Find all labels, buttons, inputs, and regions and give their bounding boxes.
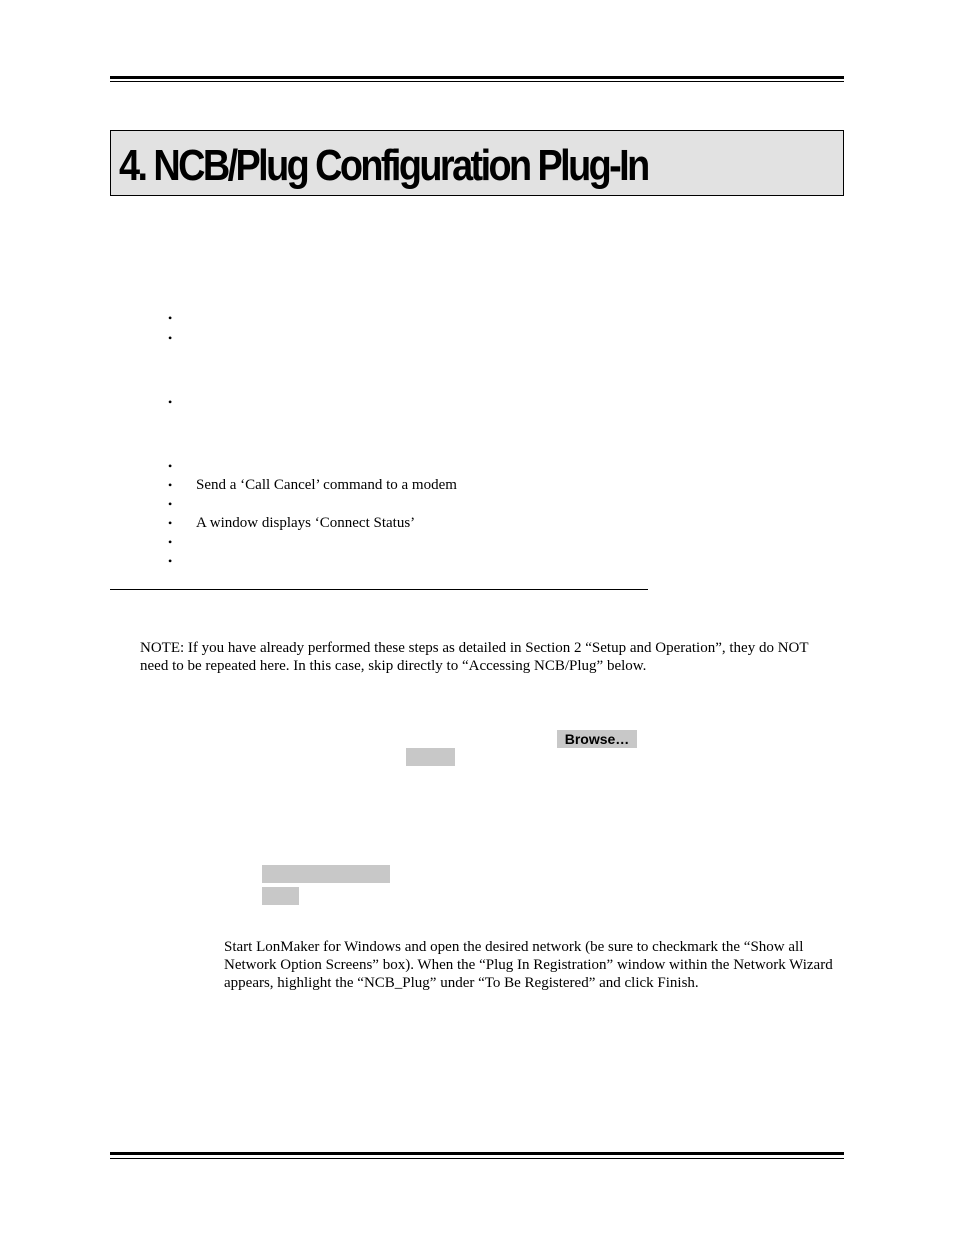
field-placeholder	[262, 865, 390, 883]
chapter-title: 4. NCB/Plug Configuration Plug-In	[119, 141, 648, 190]
feature-connect-status: A window displays ‘Connect Status’	[196, 515, 416, 531]
bullet-6	[168, 500, 176, 508]
bullet-4	[168, 462, 176, 470]
browse-button[interactable]: Browse…	[557, 730, 637, 748]
bullet-7	[168, 519, 176, 527]
button-placeholder-small	[262, 887, 299, 905]
button-placeholder	[406, 748, 455, 766]
footer-rule	[110, 1152, 844, 1159]
header-rule	[110, 76, 844, 82]
bullet-2	[168, 334, 176, 342]
bullet-3	[168, 398, 176, 406]
section-divider	[110, 589, 648, 590]
feature-call-cancel: Send a ‘Call Cancel’ command to a modem	[196, 477, 457, 493]
chapter-title-box	[110, 130, 844, 196]
bullet-1	[168, 314, 176, 322]
bullet-8	[168, 538, 176, 546]
registration-instruction: Start LonMaker for Windows and open the desired network (be sure to checkmark the “Show all Network Option Screens” box). When the “Plug In Registration” window within the Network Wizard appears, highlight the “NCB_Plug” under “To Be Registered” and click Finish.	[224, 939, 833, 991]
bullet-9	[168, 557, 176, 565]
bullet-5	[168, 481, 176, 489]
note-paragraph: NOTE: If you have already performed these steps as detailed in Section 2 “Setup and Operation”, they do NOT need to be repeated here. In this case, skip directly to “Accessing NCB/Plug” below.	[140, 640, 809, 674]
